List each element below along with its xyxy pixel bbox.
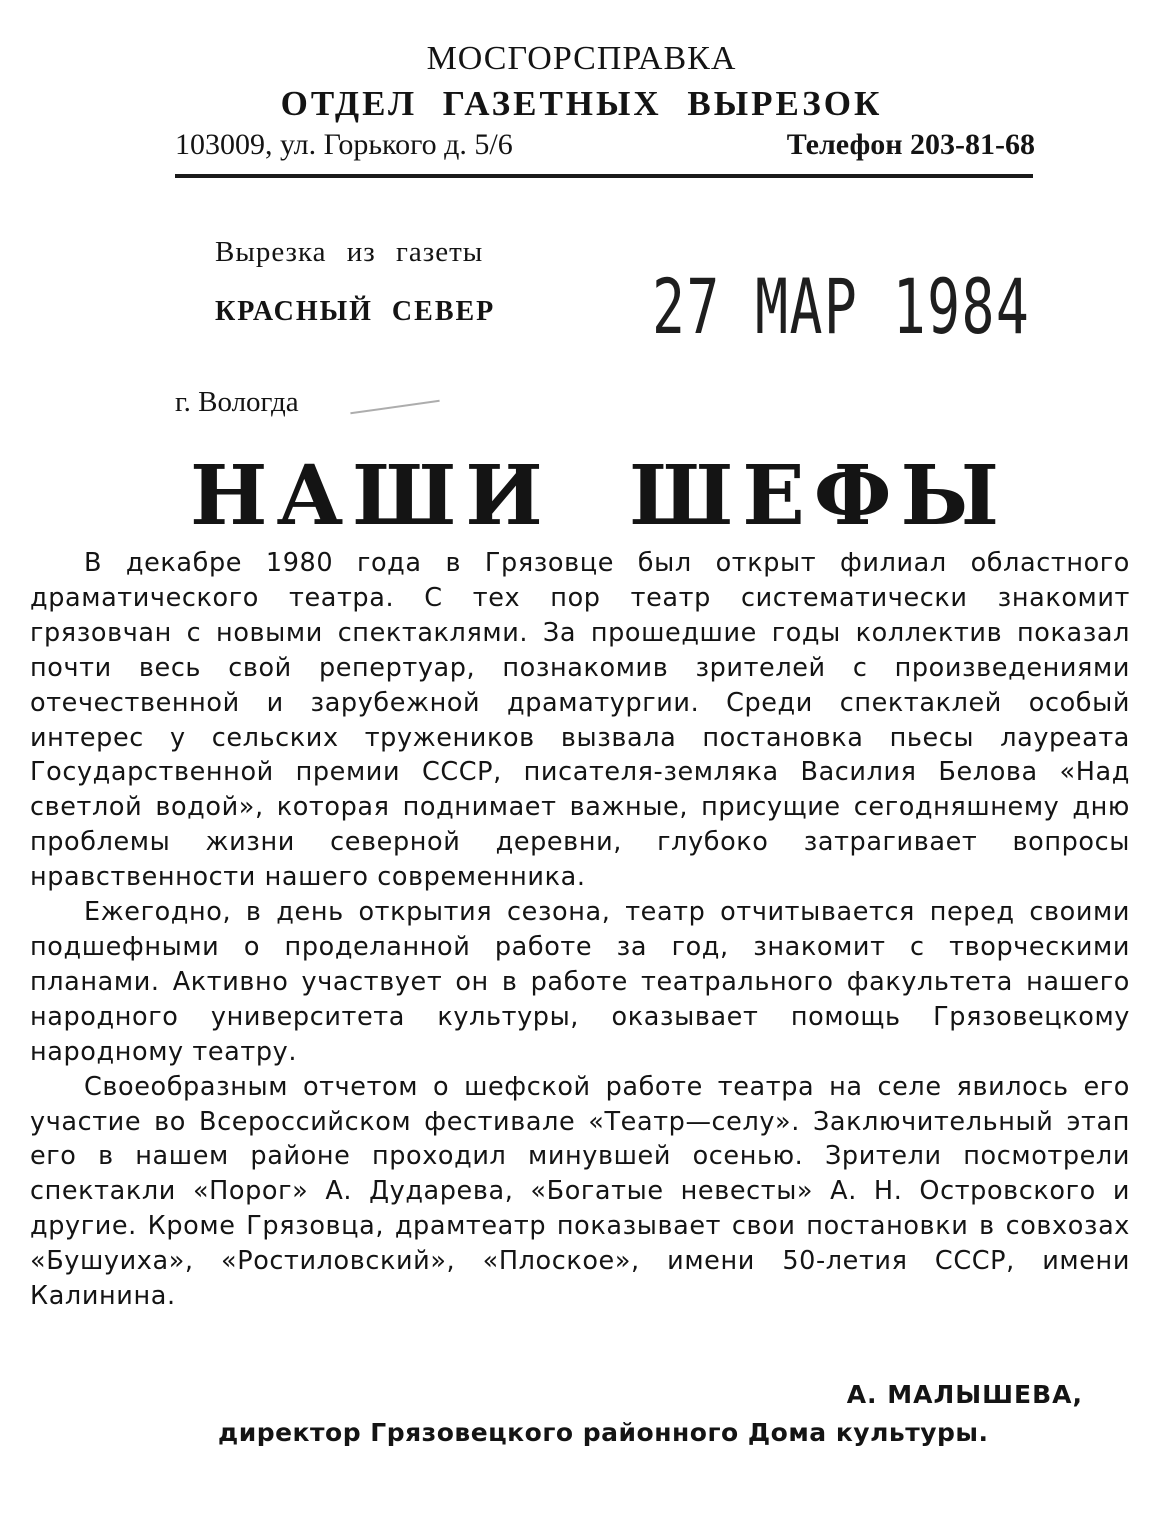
scan-mark	[350, 400, 439, 415]
article-paragraph: В декабре 1980 года в Грязовце был открыт филиал областного драматического театра. С тех пор театр систематически знакомит грязовчан с новыми спектаклями. За прошедшие годы коллектив показал почти весь свой репертуар, познакомив зрителей с произведениями отечественной и зарубежной драматургии. Среди спектаклей особый интерес у сельских тружеников вызвала постановка пьесы лауреата Государственной премии СССР, писателя-земляка Василия Белова «Над светлой водой», которая поднимает важные, присущие сегодняшнему дню проблемы жизни северной деревни, глубоко затрагивает вопросы нравственности нашего современника.	[30, 548, 1130, 893]
article-headline: НАШИ ШЕФЫ	[190, 448, 1009, 544]
address-line	[175, 128, 1035, 162]
author-position: директор Грязовецкого районного Дома культуры.	[218, 1418, 989, 1447]
phone-number: Телефон 203-81-68	[786, 128, 1035, 161]
clipping-source-label: Вырезка из газеты	[215, 236, 484, 268]
article-paragraph: Своеобразным отчетом о шефской работе театра на селе явилось его участие во Всероссийском фестивале «Театр—селу». Заключительный этап его в нашем районе проходил минувшей осенью. Зрители посмотрели спектакли «Порог» А. Дударева, «Богатые невесты» А. Н. Островского и другие. Кроме Грязовца, драмтеатр показывает свои постановки в совхозах «Бушуиха», «Ростиловский», «Плоское», имени 50-летия СССР, имени Калинина.	[30, 1071, 1130, 1312]
date-stamp: 27 МАР 1984	[652, 262, 1031, 351]
article-body	[30, 546, 1130, 1314]
header-divider	[175, 174, 1033, 178]
city-label: г. Вологда	[175, 386, 299, 418]
postal-address: 103009, ул. Горького д. 5/6	[175, 128, 513, 161]
organization-name: МОСГОРСПРАВКА	[426, 40, 737, 77]
department-name: ОТДЕЛ ГАЗЕТНЫХ ВЫРЕЗОК	[280, 84, 883, 123]
article-paragraph: Ежегодно, в день открытия сезона, театр отчитывается перед своими подшефными о проделанной работе за год, знакомит с творческими планами. Активно участвует он в работе театрального факультета нашего народного университета культуры, оказывает помощь Грязовецкому народному театру.	[30, 897, 1130, 1067]
newspaper-name: КРАСНЫЙ СЕВЕР	[215, 296, 496, 327]
author-name: А. МАЛЫШЕВА,	[846, 1380, 1083, 1409]
